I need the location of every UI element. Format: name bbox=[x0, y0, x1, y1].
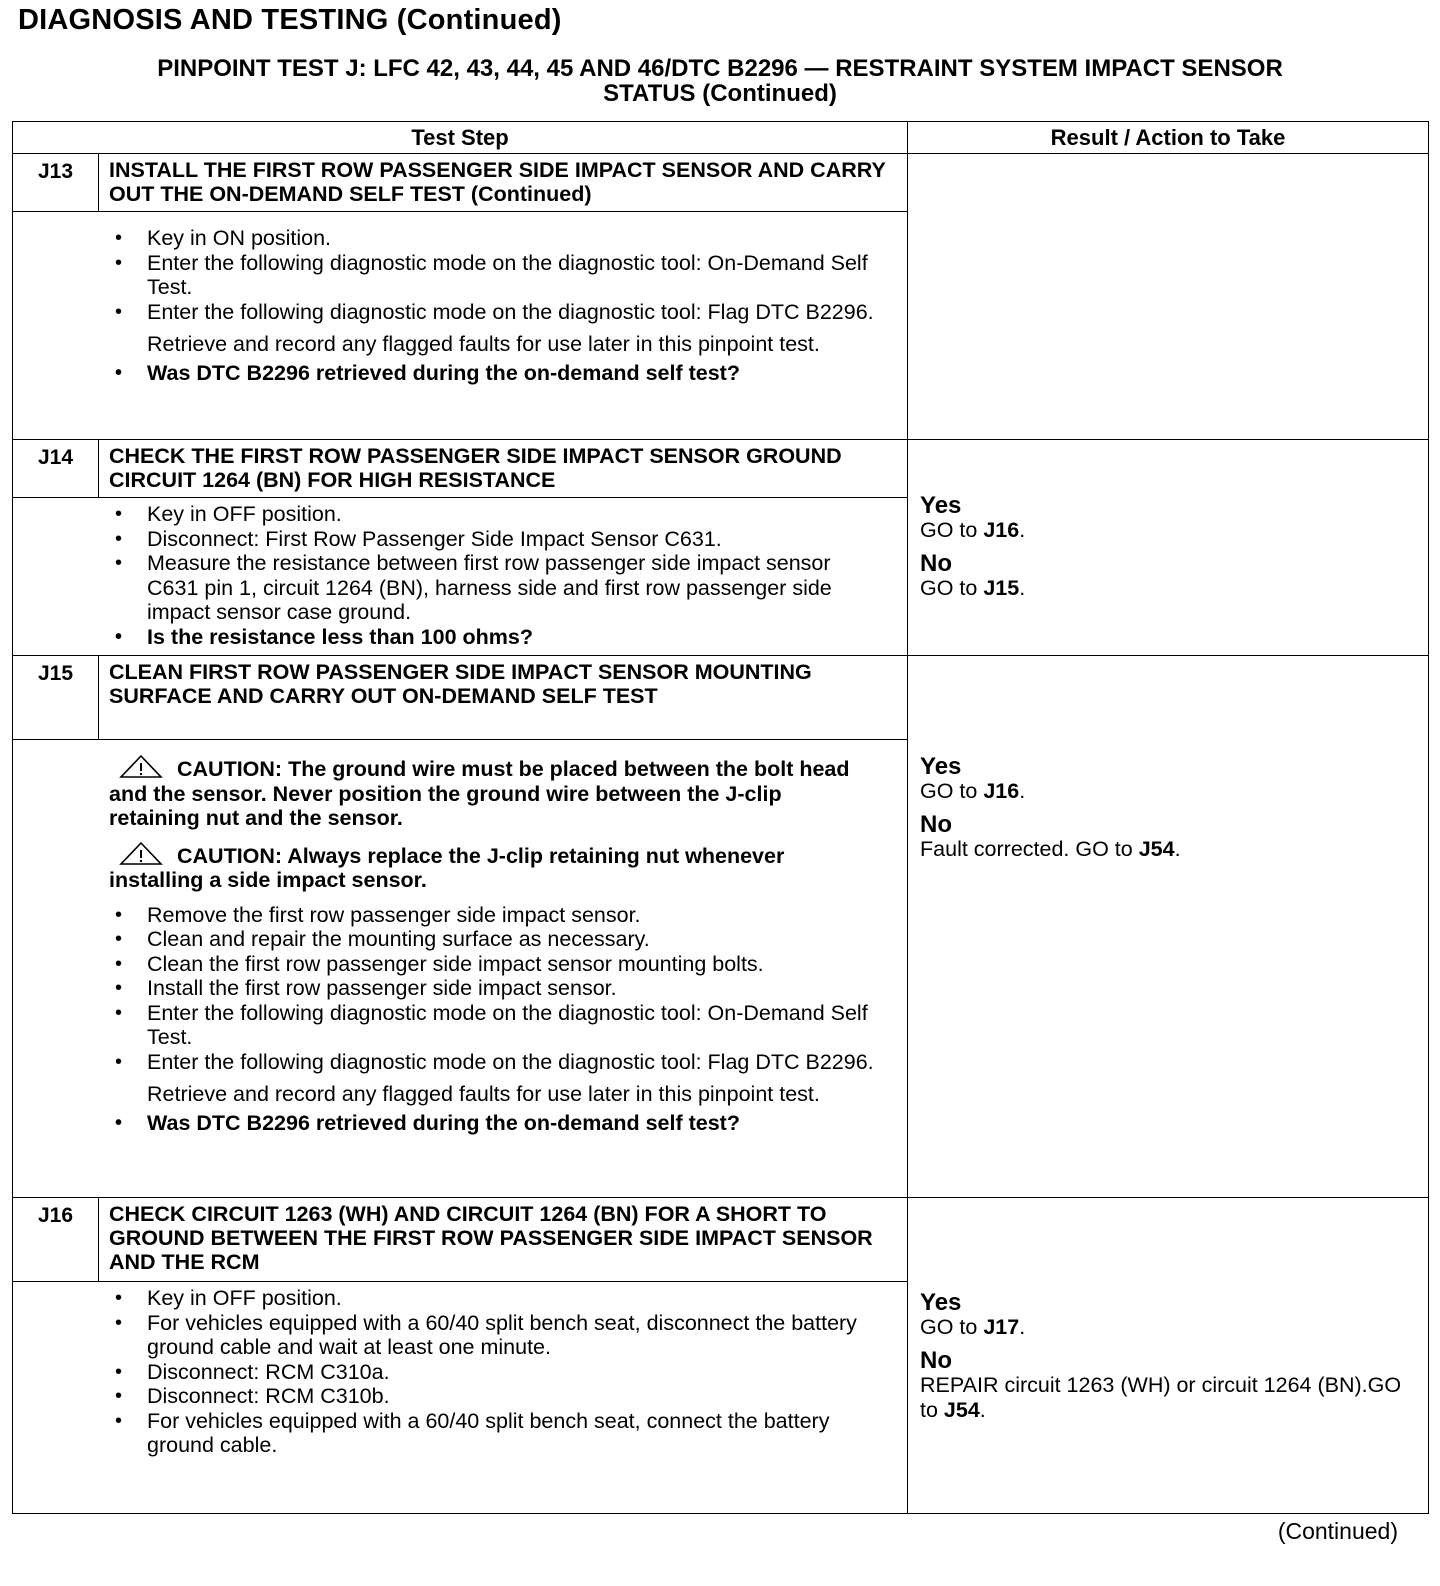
list-item: • Enter the following diagnostic mode on the diagnostic tool: Flag DTC B2296. bbox=[111, 1050, 877, 1075]
step-title: CHECK CIRCUIT 1263 (WH) AND CIRCUIT 1264 (BN) FOR A SHORT TO GROUND BETWEEN THE FIRST ROW PASSENGER SIDE IMPACT SENSOR AND THE RCM bbox=[99, 1198, 908, 1282]
result-no-label: No bbox=[920, 549, 953, 577]
goto-target: J54 bbox=[943, 1398, 980, 1422]
step-title: INSTALL THE FIRST ROW PASSENGER SIDE IMPACT SENSOR AND CARRY OUT THE ON-DEMAND SELF TEST (Continued) bbox=[99, 154, 908, 212]
goto-target: J15 bbox=[983, 575, 1020, 600]
step-id: J14 bbox=[13, 440, 99, 498]
list-item: • Disconnect: RCM C310b. bbox=[111, 1384, 877, 1409]
pinpoint-test-table bbox=[12, 121, 1429, 1514]
goto-target: J17 bbox=[983, 1315, 1020, 1339]
result-yes-action: GO to J16. bbox=[920, 517, 1026, 542]
step-question: • Was DTC B2296 retrieved during the on-demand self test? bbox=[111, 361, 877, 386]
list-item: • Enter the following diagnostic mode on the diagnostic tool: On-Demand Self Test. bbox=[111, 1001, 877, 1050]
result-no-label: No bbox=[920, 811, 953, 838]
goto-target: J16 bbox=[983, 779, 1020, 803]
list-item: • Key in ON position. bbox=[111, 226, 877, 251]
result-yes-action: GO to J17. bbox=[920, 1315, 1026, 1339]
warning-triangle-icon bbox=[119, 754, 163, 778]
list-item: • Install the first row passenger side impact sensor. bbox=[111, 976, 877, 1001]
step-j16-result bbox=[908, 1198, 1429, 1514]
list-item: • Clean and repair the mounting surface as necessary. bbox=[111, 927, 877, 952]
step-j13-title-row bbox=[13, 154, 1429, 212]
col-header-test-step: Test Step bbox=[13, 122, 908, 154]
step-id: J16 bbox=[13, 1198, 99, 1282]
test-title-line2: STATUS (Continued) bbox=[603, 80, 837, 107]
list-item: • For vehicles equipped with a 60/40 split bench seat, disconnect the battery ground cable and wait at least one minute. bbox=[111, 1311, 877, 1360]
step-j16-title-row bbox=[13, 1198, 1429, 1282]
step-note: Retrieve and record any flagged faults for use later in this pinpoint test. bbox=[147, 1082, 820, 1106]
result-no-action: GO to J15. bbox=[920, 575, 1026, 600]
section-title: DIAGNOSIS AND TESTING (Continued) bbox=[18, 4, 562, 36]
step-question: • Is the resistance less than 100 ohms? bbox=[111, 625, 877, 650]
list-item: • Enter the following diagnostic mode on the diagnostic tool: On-Demand Self Test. bbox=[111, 251, 877, 300]
list-item: • Disconnect: RCM C310a. bbox=[111, 1360, 877, 1385]
list-item: • Enter the following diagnostic mode on the diagnostic tool: Flag DTC B2296. bbox=[111, 300, 877, 325]
list-item: • Remove the first row passenger side impact sensor. bbox=[111, 903, 877, 928]
step-title: CLEAN FIRST ROW PASSENGER SIDE IMPACT SENSOR MOUNTING SURFACE AND CARRY OUT ON-DEMAND SELF TEST bbox=[99, 656, 908, 740]
step-body bbox=[13, 740, 908, 1198]
step-body bbox=[13, 212, 908, 440]
continued-label: (Continued) bbox=[1277, 1518, 1398, 1544]
pinpoint-test-title bbox=[0, 56, 1440, 106]
result-no-label: No bbox=[920, 1347, 953, 1374]
result-yes-action: GO to J16. bbox=[920, 779, 1026, 803]
result-no-action: Fault corrected. GO to J54. bbox=[920, 837, 1181, 861]
result-no-action: REPAIR circuit 1263 (WH) or circuit 1264 (BN).GO to J54. bbox=[920, 1373, 1402, 1422]
caution-note: CAUTION: Always replace the J-clip retaining nut whenever installing a side impact sensor. bbox=[109, 841, 877, 893]
step-question: • Was DTC B2296 retrieved during the on-demand self test? bbox=[111, 1111, 877, 1136]
step-j13-result bbox=[908, 154, 1429, 440]
step-id: J15 bbox=[13, 656, 99, 740]
step-j15-title-row bbox=[13, 656, 1429, 740]
result-yes-label: Yes bbox=[920, 491, 962, 519]
step-body bbox=[13, 1282, 908, 1514]
result-yes-label: Yes bbox=[920, 753, 962, 780]
caution-note: CAUTION: The ground wire must be placed between the bolt head and the sensor. Never position the ground wire between the J-clip retaining nut and the sensor. bbox=[109, 754, 877, 831]
step-title: CHECK THE FIRST ROW PASSENGER SIDE IMPACT SENSOR GROUND CIRCUIT 1264 (BN) FOR HIGH RESISTANCE bbox=[99, 440, 908, 498]
warning-triangle-icon bbox=[119, 841, 163, 865]
goto-target: J54 bbox=[1138, 837, 1175, 861]
goto-target: J16 bbox=[983, 517, 1020, 542]
step-j14-title-row bbox=[13, 440, 1429, 498]
list-item: • For vehicles equipped with a 60/40 split bench seat, connect the battery ground cable. bbox=[111, 1409, 877, 1458]
step-id: J13 bbox=[13, 154, 99, 212]
list-item: • Key in OFF position. bbox=[111, 1286, 877, 1311]
col-header-result: Result / Action to Take bbox=[908, 122, 1429, 154]
step-j14-result bbox=[908, 440, 1429, 656]
result-yes-label: Yes bbox=[920, 1289, 962, 1316]
table-header-row bbox=[13, 122, 1429, 154]
list-item: • Measure the resistance between first row passenger side impact sensor C631 pin 1, circuit 1264 (BN), harness side and first row passenger side impact sensor case ground. bbox=[111, 551, 877, 625]
step-note: Retrieve and record any flagged faults for use later in this pinpoint test. bbox=[147, 332, 820, 356]
list-item: • Clean the first row passenger side impact sensor mounting bolts. bbox=[111, 952, 877, 977]
list-item: • Key in OFF position. bbox=[111, 502, 877, 527]
test-title-line1: PINPOINT TEST J: LFC 42, 43, 44, 45 AND 46/DTC B2296 — RESTRAINT SYSTEM IMPACT SENSOR bbox=[157, 55, 1283, 82]
list-item: • Disconnect: First Row Passenger Side Impact Sensor C631. bbox=[111, 527, 877, 552]
step-body bbox=[13, 498, 908, 656]
step-j15-result bbox=[908, 656, 1429, 1198]
